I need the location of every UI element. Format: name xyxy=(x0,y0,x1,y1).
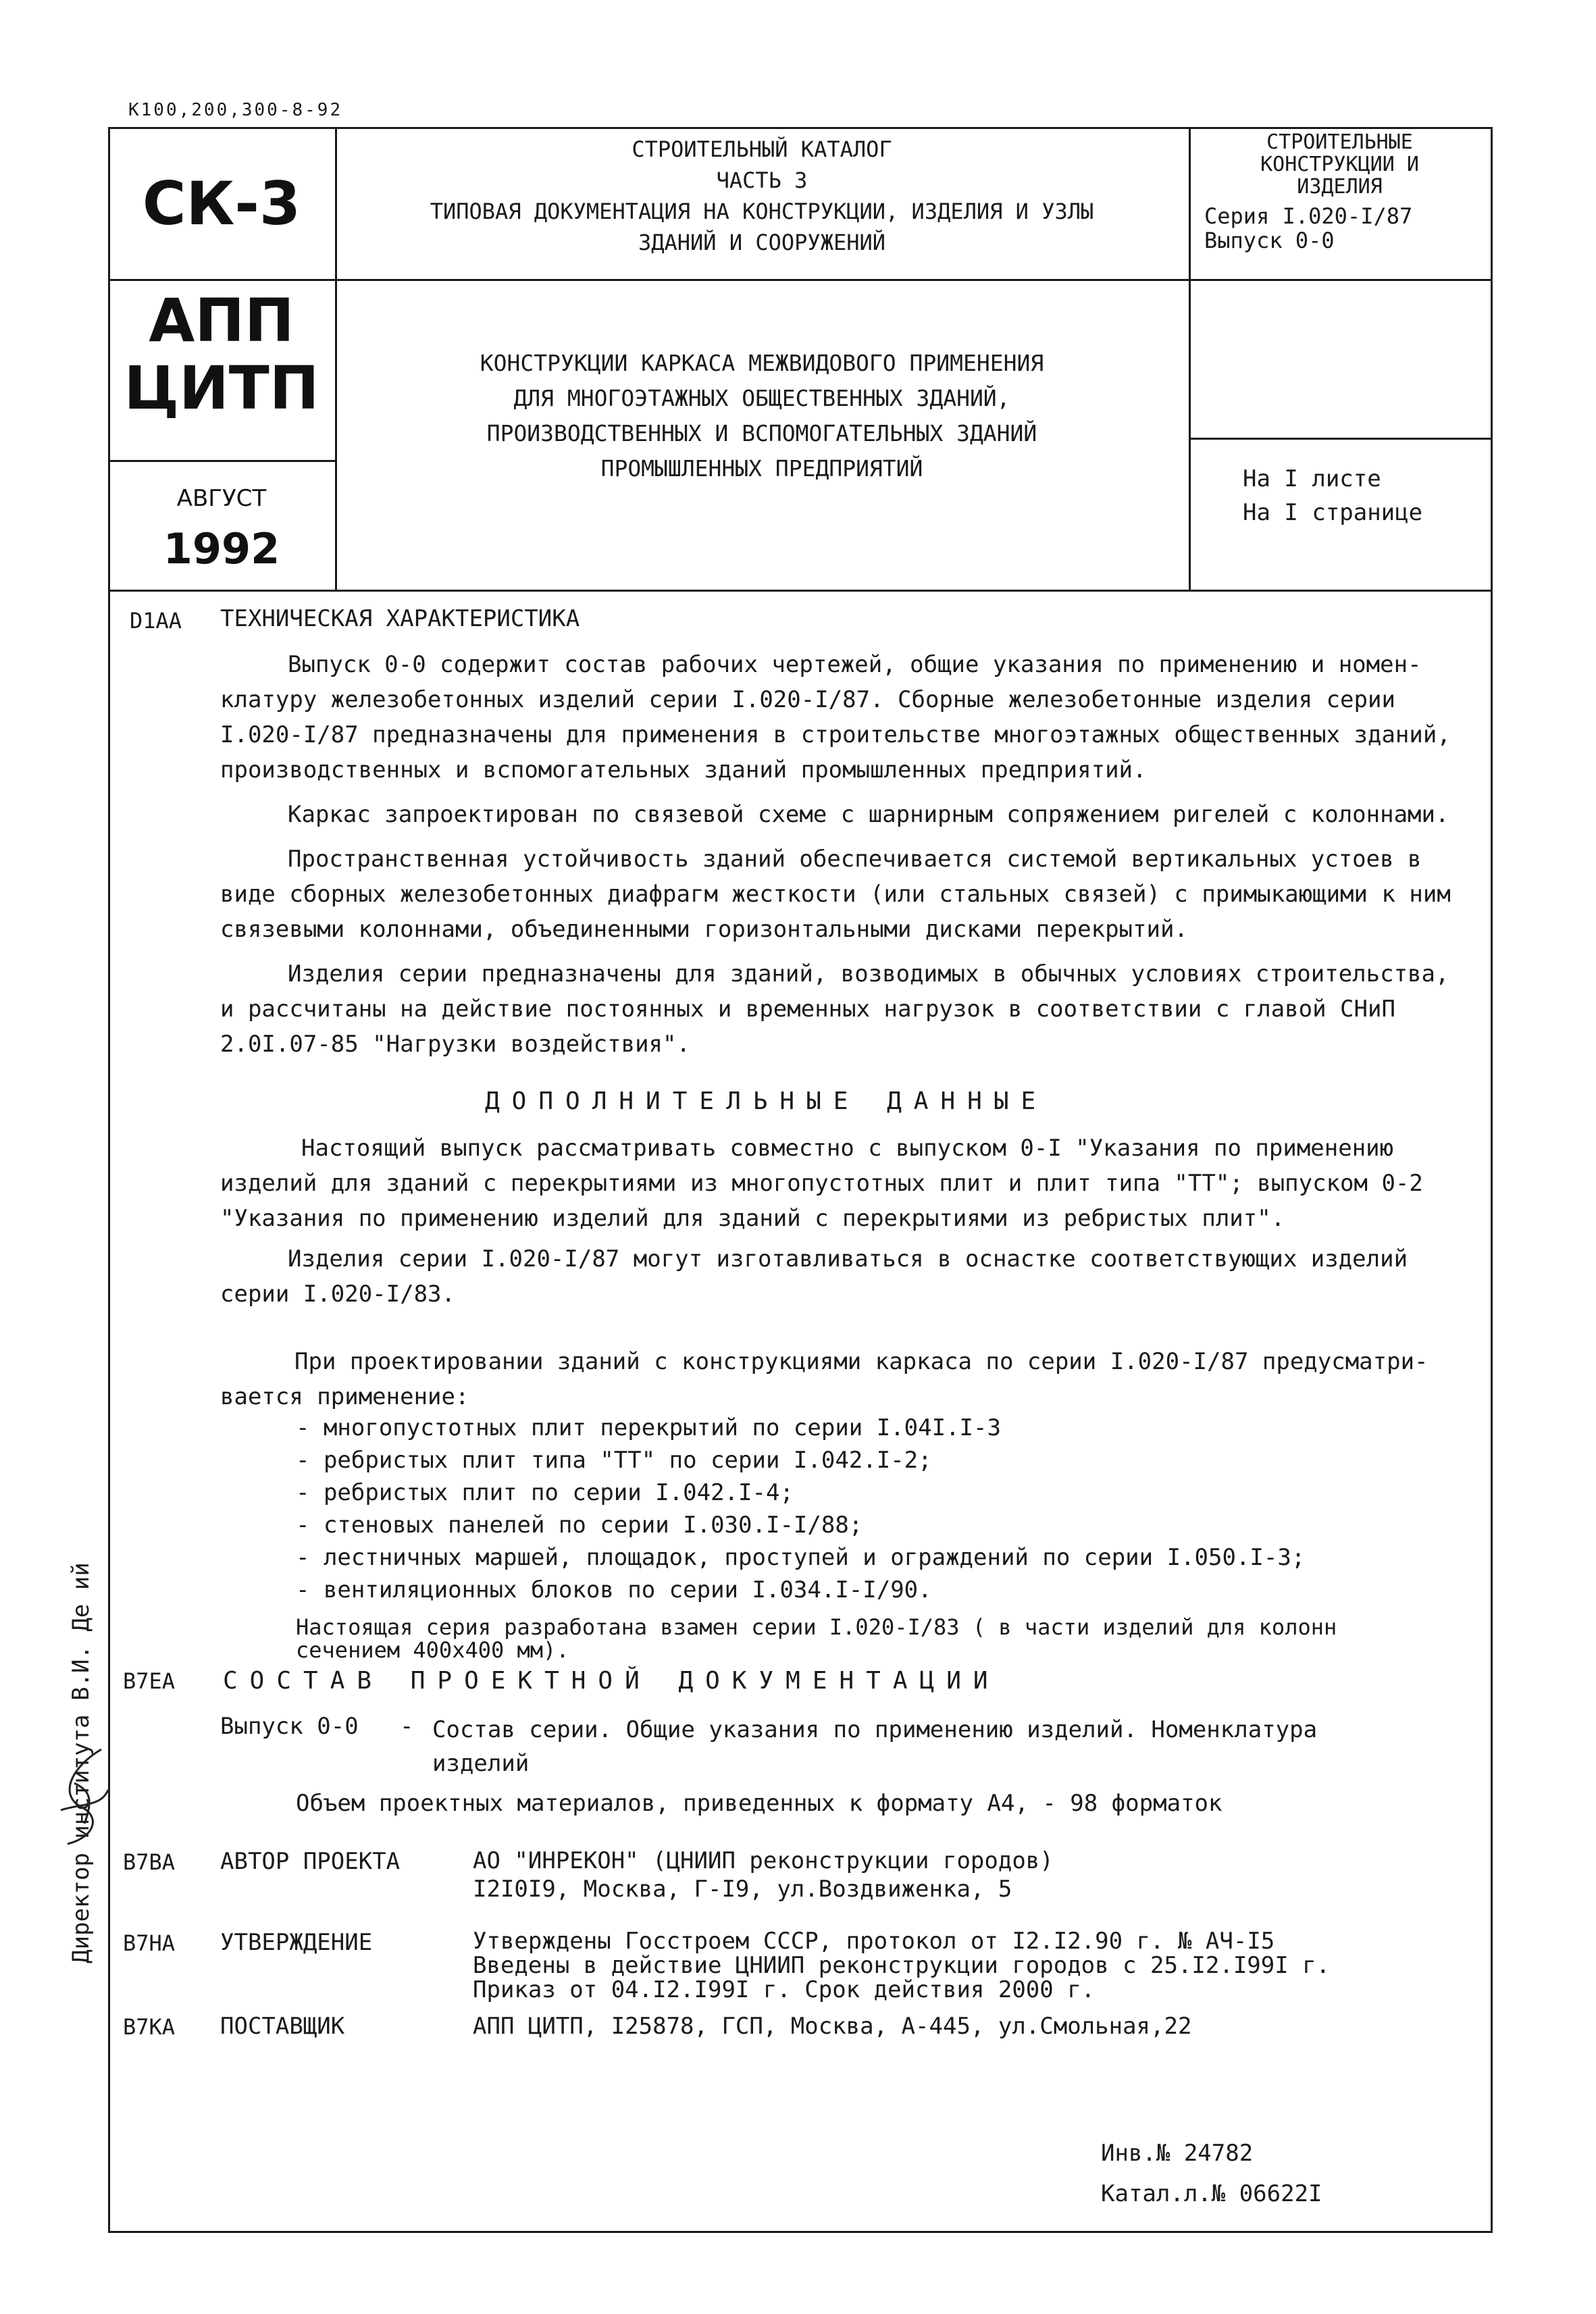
issue-description xyxy=(432,1713,1317,1780)
text-line: "Указания по применению изделий для зданий с перекрытиями из ребристых плит". xyxy=(220,1205,1285,1232)
catalog-sheet-number: Катал.л.№ 06622I xyxy=(1101,2180,1322,2207)
product-list xyxy=(296,1412,1305,1606)
text-line: Выпуск 0-0 содержит состав рабочих чертежей, общие указания по применению и номен- xyxy=(288,651,1422,678)
text-line: клатуру железобетонных изделий серии I.020-I/87. Сборные железобетонные изделия серии xyxy=(220,686,1395,713)
catalog-line-4: ЗДАНИЙ И СООРУЖЕНИЙ xyxy=(638,230,886,255)
header-rule-right xyxy=(1189,438,1491,440)
catalog-line-3: ТИПОВАЯ ДОКУМЕНТАЦИЯ НА КОНСТРУКЦИИ, ИЗДЕЛИЯ И УЗЛЫ xyxy=(430,199,1094,224)
text-line: I.020-I/87 предназначены для применения в строительстве многоэтажных общественных зданий, xyxy=(220,721,1451,748)
text-line: Изделия серии предназначены для зданий, возводимых в обычных условиях строительства, xyxy=(288,960,1449,987)
text-line: виде сборных железобетонных диафрагм жесткости (или стальных связей) с примыкающими к ним xyxy=(220,881,1451,908)
title-line-2: ДЛЯ МНОГОЭТАЖНЫХ ОБЩЕСТВЕННЫХ ЗДАНИЙ, xyxy=(513,385,1010,411)
text-line: производственных и вспомогательных зданий промышленных предприятий. xyxy=(220,756,1147,783)
author-code: B7BA xyxy=(123,1849,176,1875)
list-item: - ребристых плит по серии I.042.I-4; xyxy=(296,1479,794,1506)
text-line: Приказ от 04.I2.I99I г. Срок действия 2000 г. xyxy=(473,1976,1096,2003)
author-label: АВТОР ПРОЕКТА xyxy=(220,1848,401,1875)
extra-paragraph-3 xyxy=(220,1344,1490,1414)
title-line-3: ПРОИЗВОДСТВЕННЫХ И ВСПОМОГАТЕЛЬНЫХ ЗДАНИЙ xyxy=(486,420,1037,446)
title-line-4: ПРОМЫШЛЕННЫХ ПРЕДПРИЯТИЙ xyxy=(600,455,923,482)
tech-paragraph-2: Каркас запроектирован по связевой схеме с шарнирным сопряжением ригелей с колоннами. xyxy=(288,801,1449,828)
approval-code: B7HA xyxy=(123,1930,176,1956)
text-line: АО "ИНРЕКОН" (ЦНИИП реконструкции городов) xyxy=(473,1847,1054,1874)
org-line-2: ЦИТП xyxy=(124,353,319,423)
header-bottom-rule xyxy=(110,590,1491,592)
supplier-code: B7KA xyxy=(123,2014,176,2040)
text-line: Настоящая серия разработана взамен серии I.020-I/83 ( в части изделий для колонн xyxy=(296,1614,1337,1640)
header-rule-org xyxy=(110,460,335,462)
volume-note: Объем проектных материалов, приведенных к формату А4, - 98 форматок xyxy=(296,1790,1222,1817)
section-line-2: КОНСТРУКЦИИ И xyxy=(1260,153,1419,176)
tech-code: D1AA xyxy=(130,608,182,634)
supplier-info: АПП ЦИТП, I25878, ГСП, Москва, А-445, ул.Смольная,22 xyxy=(473,2013,1192,2040)
series-info xyxy=(1204,204,1412,253)
composition-heading: СОСТАВ ПРОЕКТНОЙ ДОКУМЕНТАЦИИ xyxy=(223,1667,1000,1695)
approval-label: УТВЕРЖДЕНИЕ xyxy=(220,1929,373,1956)
catalog-line-1: СТРОИТЕЛЬНЫЙ КАТАЛОГ xyxy=(632,136,892,162)
extra-paragraph-1 xyxy=(220,1131,1490,1236)
sheet-count xyxy=(1243,462,1422,530)
document-title xyxy=(335,346,1189,486)
section-label xyxy=(1189,131,1491,198)
replacement-note xyxy=(296,1616,1337,1662)
pages-label: На I странице xyxy=(1243,499,1423,526)
issue-label: Выпуск 0-0 xyxy=(220,1713,359,1740)
composition-code: B7EA xyxy=(123,1668,176,1694)
text-line: Пространственная устойчивость зданий обеспечивается системой вертикальных устоев в xyxy=(288,846,1422,873)
catalog-numbers xyxy=(1101,2133,1322,2214)
section-line-1: СТРОИТЕЛЬНЫЕ xyxy=(1266,130,1413,154)
side-signature xyxy=(41,1459,122,2067)
month-label: АВГУСТ xyxy=(176,485,267,512)
text-line: I2I0I9, Москва, Г-I9, ул.Воздвиженка, 5 xyxy=(473,1876,1012,1903)
list-item: - многопустотных плит перекрытий по серии I.04I.I-3 xyxy=(296,1414,1001,1441)
catalog-line-2: ЧАСТЬ 3 xyxy=(716,168,808,193)
text-line: вается применение: xyxy=(220,1383,469,1410)
text-line: серии I.020-I/83. xyxy=(220,1281,455,1308)
title-line-1: КОНСТРУКЦИИ КАРКАСА МЕЖВИДОВОГО ПРИМЕНЕНИЯ xyxy=(480,350,1044,376)
org-line-1: АПП xyxy=(149,286,294,355)
text-line: сечением 400х400 мм). xyxy=(296,1637,569,1663)
text-line: связевыми колоннами, объединенными горизонтальными дисками перекрытий. xyxy=(220,916,1188,943)
extra-paragraph-2 xyxy=(220,1241,1490,1312)
text-line: Введены в действие ЦНИИП реконструкции городов с 25.I2.I99I г. xyxy=(473,1952,1331,1979)
supplier-label: ПОСТАВЩИК xyxy=(220,2013,345,2040)
text-line: Утверждены Госстроем СССР, протокол от I2.I2.90 г. № АЧ-I5 xyxy=(473,1928,1275,1955)
text-line: изделий для зданий с перекрытиями из многопустотных плит и плит типа "ТТ"; выпуском 0-2 xyxy=(220,1170,1423,1197)
section-line-3: ИЗДЕЛИЯ xyxy=(1297,175,1383,199)
document-code: К100,200,300-8-92 xyxy=(128,100,343,120)
sheets-label: На I листе xyxy=(1243,465,1381,492)
text-line: Состав серии. Общие указания по применению изделий. Номенклатура xyxy=(432,1716,1318,1743)
issue-number: Выпуск 0-0 xyxy=(1204,228,1335,253)
text-line: 2.0I.07-85 "Нагрузки воздействия". xyxy=(220,1031,690,1058)
inventory-number: Инв.№ 24782 xyxy=(1101,2140,1254,2167)
list-item: - вентиляционных блоков по серии I.034.I-I/90. xyxy=(296,1576,932,1603)
signature-caption: Директор института В.И. Де ий xyxy=(68,1562,95,1963)
header-rule-catalog xyxy=(335,279,1491,281)
author-info xyxy=(473,1847,1054,1903)
tech-heading: ТЕХНИЧЕСКАЯ ХАРАКТЕРИСТИКА xyxy=(220,605,580,632)
list-item: - ребристых плит типа "ТТ" по серии I.042.I-2; xyxy=(296,1447,932,1474)
catalog-title xyxy=(335,134,1189,258)
text-line: Изделия серии I.020-I/87 могут изготавливаться в оснастке соответствующих изделий xyxy=(288,1245,1408,1272)
extra-heading: ДОПОЛНИТЕЛЬНЫЕ ДАННЫЕ xyxy=(485,1087,1048,1115)
text-line: При проектировании зданий с конструкциями каркаса по серии I.020-I/87 предусматри- xyxy=(294,1348,1428,1375)
tech-paragraph-3 xyxy=(220,842,1490,947)
org-label xyxy=(110,287,333,422)
header-rule-sk xyxy=(110,279,335,281)
text-line: и рассчитаны на действие постоянных и временных нагрузок в соответствии с главой СНиП xyxy=(220,996,1395,1023)
list-item: - стеновых панелей по серии I.030.I-I/88; xyxy=(296,1512,863,1539)
header-divider-right xyxy=(1189,129,1191,590)
tech-paragraph-1 xyxy=(220,647,1490,788)
tech-paragraph-4 xyxy=(220,956,1490,1062)
approval-info xyxy=(473,1929,1330,2002)
text-line: Настоящий выпуск рассматривать совместно с выпуском 0-I "Указания по применению xyxy=(301,1135,1394,1162)
issue-dash: - xyxy=(400,1713,414,1740)
text-line: изделий xyxy=(432,1750,530,1777)
series-number: Серия I.020-I/87 xyxy=(1204,203,1413,229)
year-label: 1992 xyxy=(163,524,280,573)
sk-label: СК-3 xyxy=(142,169,301,238)
handwritten-signature-icon xyxy=(54,1743,115,1851)
list-item: - лестничных маршей, площадок, проступей и ограждений по серии I.050.I-3; xyxy=(296,1544,1306,1571)
